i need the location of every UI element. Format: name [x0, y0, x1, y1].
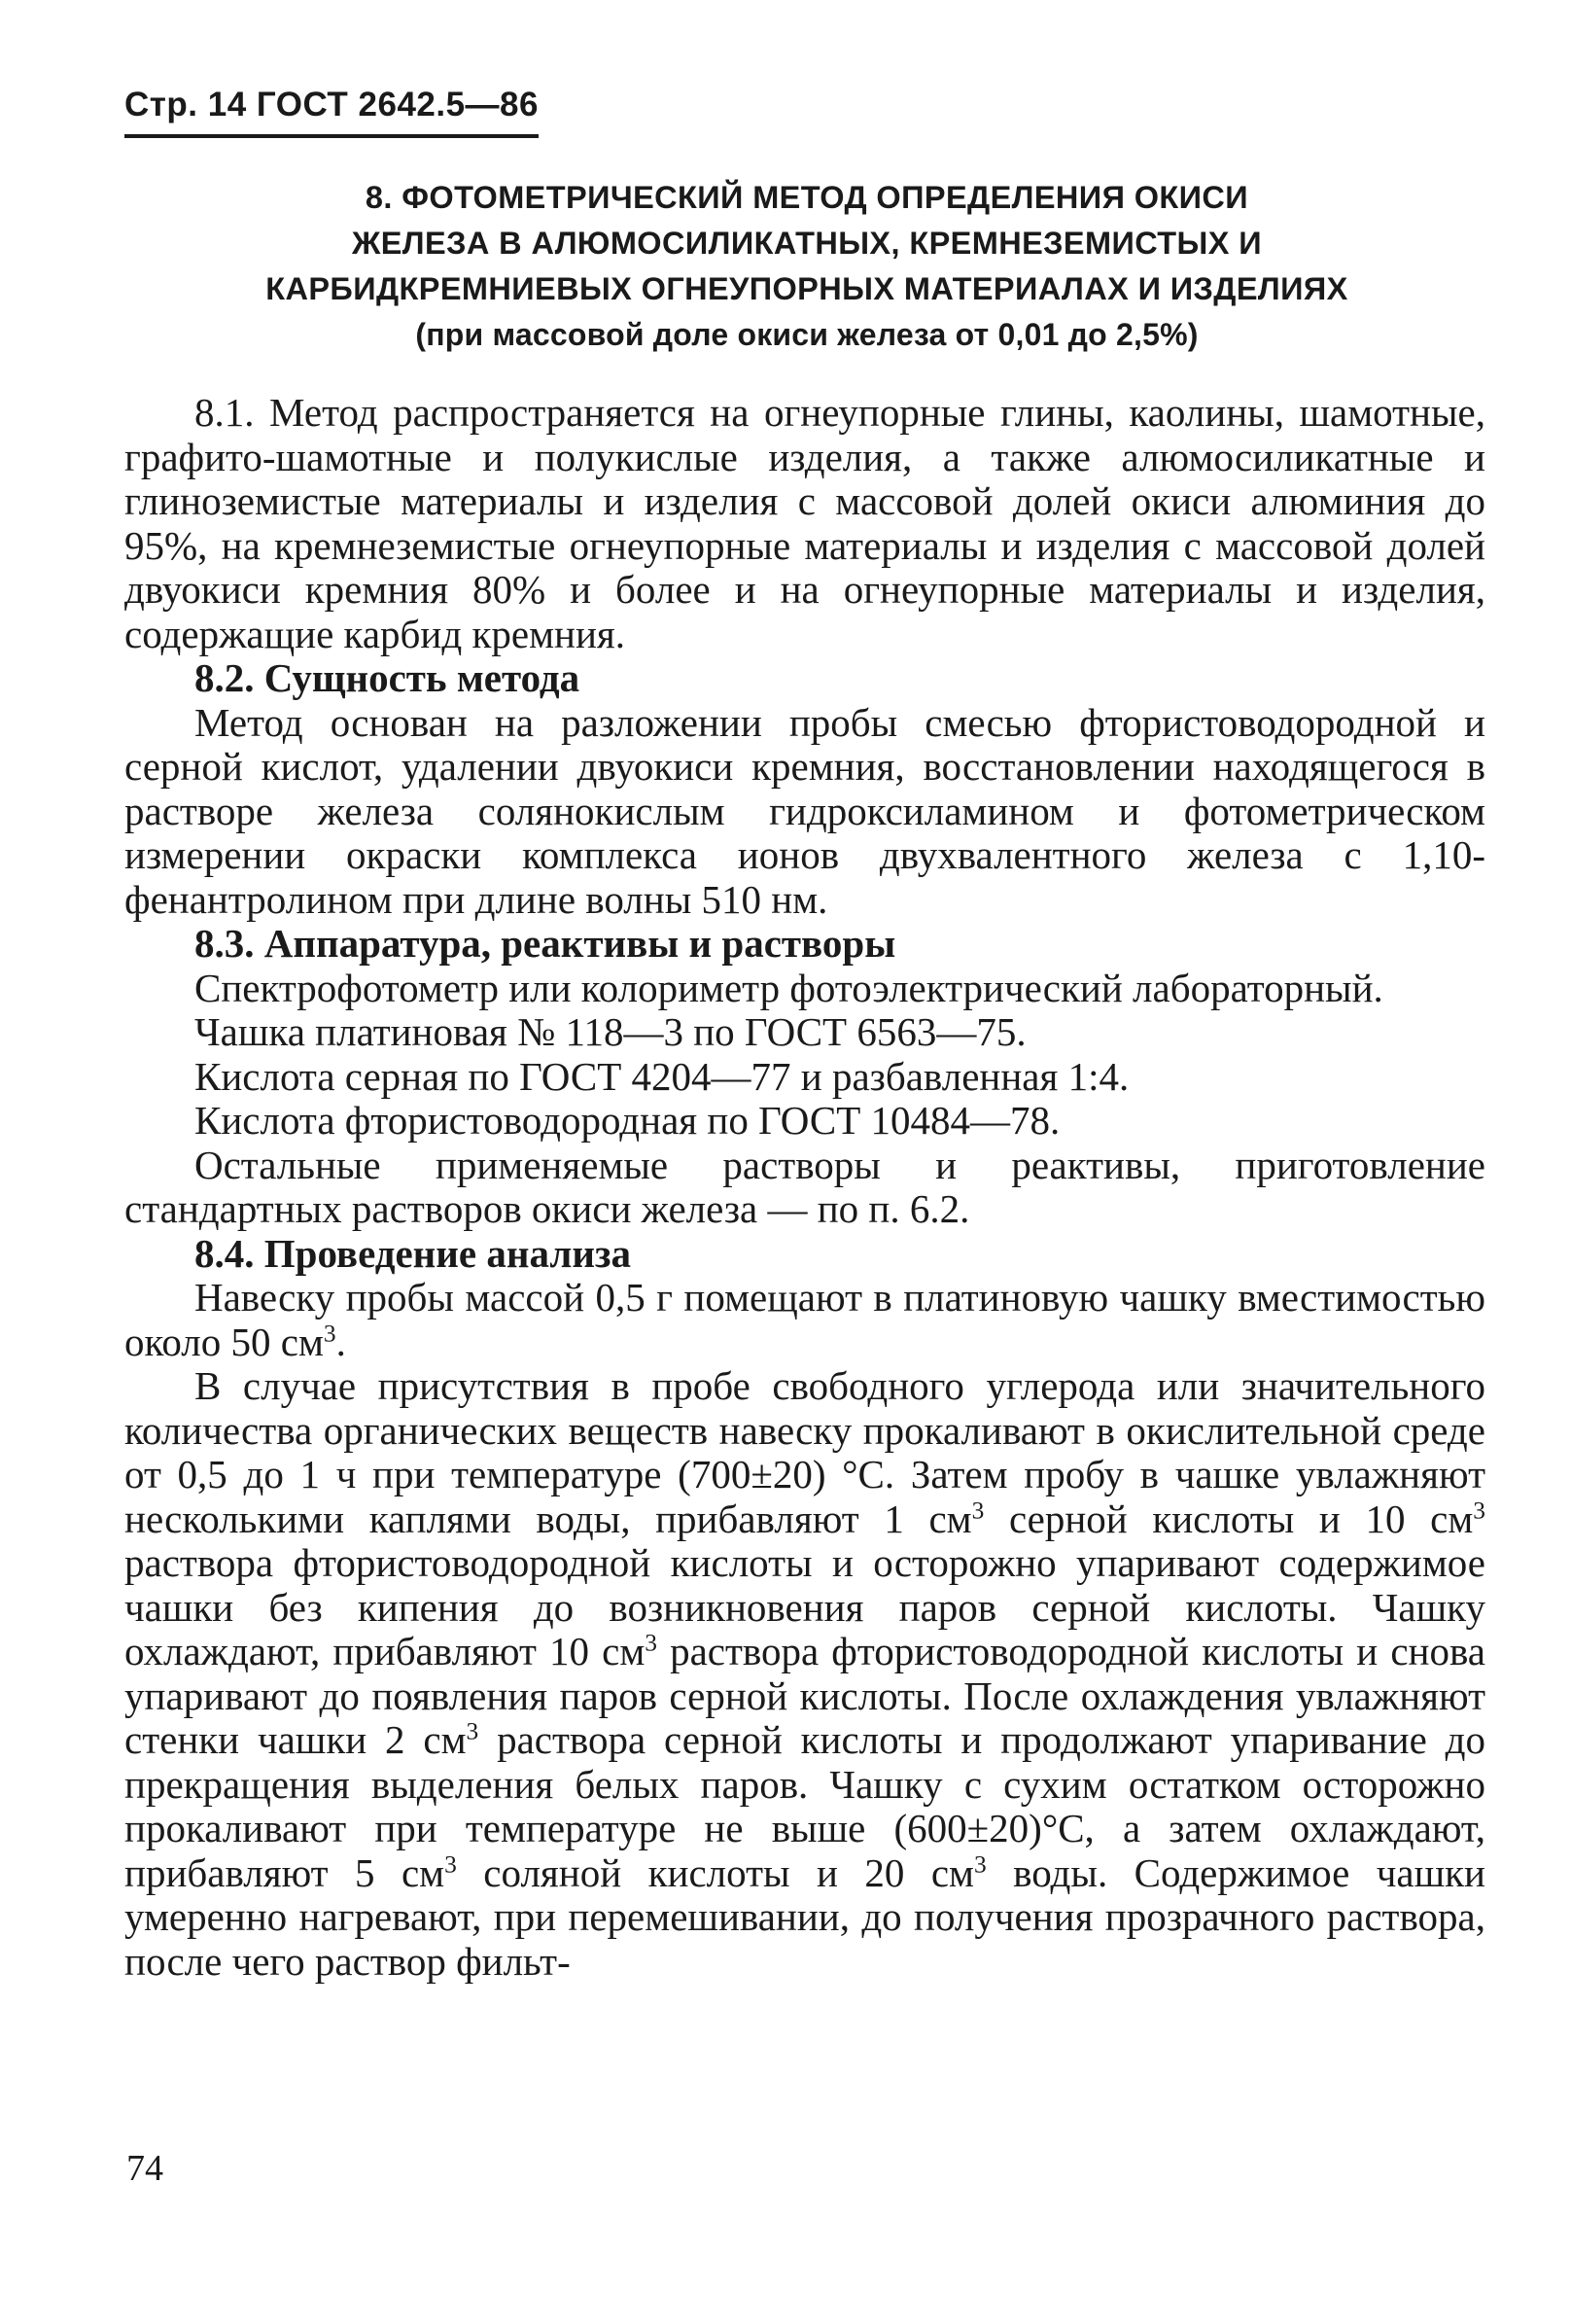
superscript: 3: [971, 1496, 985, 1524]
document-page: [124, 84, 1485, 1984]
paragraph-8-4-sample: [124, 1276, 1485, 1364]
paragraph-8-4-procedure: [124, 1364, 1485, 1984]
paragraph-8-1: 8.1. Метод распространяется на огнеупорные глины, каолины, шамотные, графито-шамотные и полукислые изделия, а также алюмосиликатные и глиноземистые материалы и изделия с массовой долей окиси алюминия до 95%, на кремнеземистые огнеупорные материалы и изделия с массовой долей двуокиси кремния 80% и более и на огнеупорные материалы и изделия, содержащие карбид кремния.: [124, 390, 1485, 656]
page-number: 74: [126, 2148, 163, 2189]
header-rule: [124, 134, 539, 138]
text-run: Навеску пробы массой 0,5 г помещают в платиновую чашку вместимостью около 50 см: [124, 1275, 1485, 1364]
heading-8-4: 8.4. Проведение анализа: [194, 1230, 631, 1276]
text-run: .: [335, 1319, 346, 1364]
section-title: [152, 175, 1462, 358]
title-line-1: 8. ФОТОМЕТРИЧЕСКИЙ МЕТОД ОПРЕДЕЛЕНИЯ ОКИСИ: [365, 180, 1249, 215]
superscript: 3: [645, 1629, 657, 1657]
superscript: 3: [1473, 1496, 1485, 1524]
text-run: раствора серной кислоты и продолжают упаривание до прекращения выделения белых паров. Чашку с сухим остатком осторожно прокаливают при температуре не выше (600±20)°С, а затем охлаждают, прибавляют 5 см: [124, 1717, 1485, 1895]
list-item: Кислота серная по ГОСТ 4204—77 и разбавленная 1:4.: [194, 1053, 1130, 1099]
title-line-3: КАРБИДКРЕМНИЕВЫХ ОГНЕУПОРНЫХ МАТЕРИАЛАХ И ИЗДЕЛИЯХ: [265, 271, 1348, 306]
superscript: 3: [466, 1717, 479, 1745]
list-item: Спектрофотометр или колориметр фотоэлектрический лабораторный.: [194, 965, 1383, 1010]
document-body: [124, 391, 1485, 1984]
text-run: серной кислоты и 10 см: [984, 1496, 1474, 1541]
superscript: 3: [323, 1319, 336, 1347]
text-run: раствора фтористоводородной кислоты и снова упаривают до появления паров серной кислоты. После охлаждения увлажняют стенки чашки 2 см: [124, 1629, 1485, 1762]
superscript: 3: [444, 1849, 457, 1878]
title-subtitle: (при массовой доле окиси железа от 0,01 до 2,5%): [415, 317, 1199, 352]
text-run: В случае присутствия в пробе свободного углерода или значительного количества органических веществ навеску прокаливают в окислительной среде от 0,5 до 1 ч при температуре (700±20) °С. Затем пробу в чашке увлажняют несколькими каплями воды, прибавляют 1 см: [124, 1363, 1485, 1541]
heading-8-2: 8.2. Сущность метода: [194, 655, 580, 700]
text-run: воды. Содержимое чашки умеренно нагревают, при перемешивании, до получения прозрачного раствора, после чего раствор фильт-: [124, 1849, 1485, 1984]
heading-8-3: 8.3. Аппаратура, реактивы и растворы: [194, 921, 896, 966]
text-run: соляной кислоты и 20 см: [456, 1849, 974, 1895]
text-run: раствора фтористоводородной кислоты и осторожно упаривают содержимое чашки без кипения до возникновения паров серной кислоты. Чашку охлаждают, прибавляют 10 см: [124, 1540, 1485, 1673]
running-head: Стр. 14 ГОСТ 2642.5—86: [124, 86, 539, 123]
paragraph-8-2: Метод основан на разложении пробы смесью фтористоводородной и серной кислот, удалении двуокиси кремния, восстановлении находящегося в растворе железа солянокислым гидроксиламином и фотометрическом измерении окраски комплекса ионов двухвалентного железа с 1,10-фенантролином при длине волны 510 нм.: [124, 699, 1485, 922]
list-item: Остальные применяемые растворы и реактивы, приготовление стандартных растворов окиси железа — по п. 6.2.: [124, 1142, 1485, 1231]
superscript: 3: [974, 1849, 987, 1878]
title-line-2: ЖЕЛЕЗА В АЛЮМОСИЛИКАТНЫХ, КРЕМНЕЗЕМИСТЫХ И: [351, 226, 1263, 261]
list-item: Кислота фтористоводородная по ГОСТ 10484—78.: [194, 1098, 1061, 1143]
list-item: Чашка платиновая № 118—3 по ГОСТ 6563—75.: [194, 1009, 1027, 1054]
